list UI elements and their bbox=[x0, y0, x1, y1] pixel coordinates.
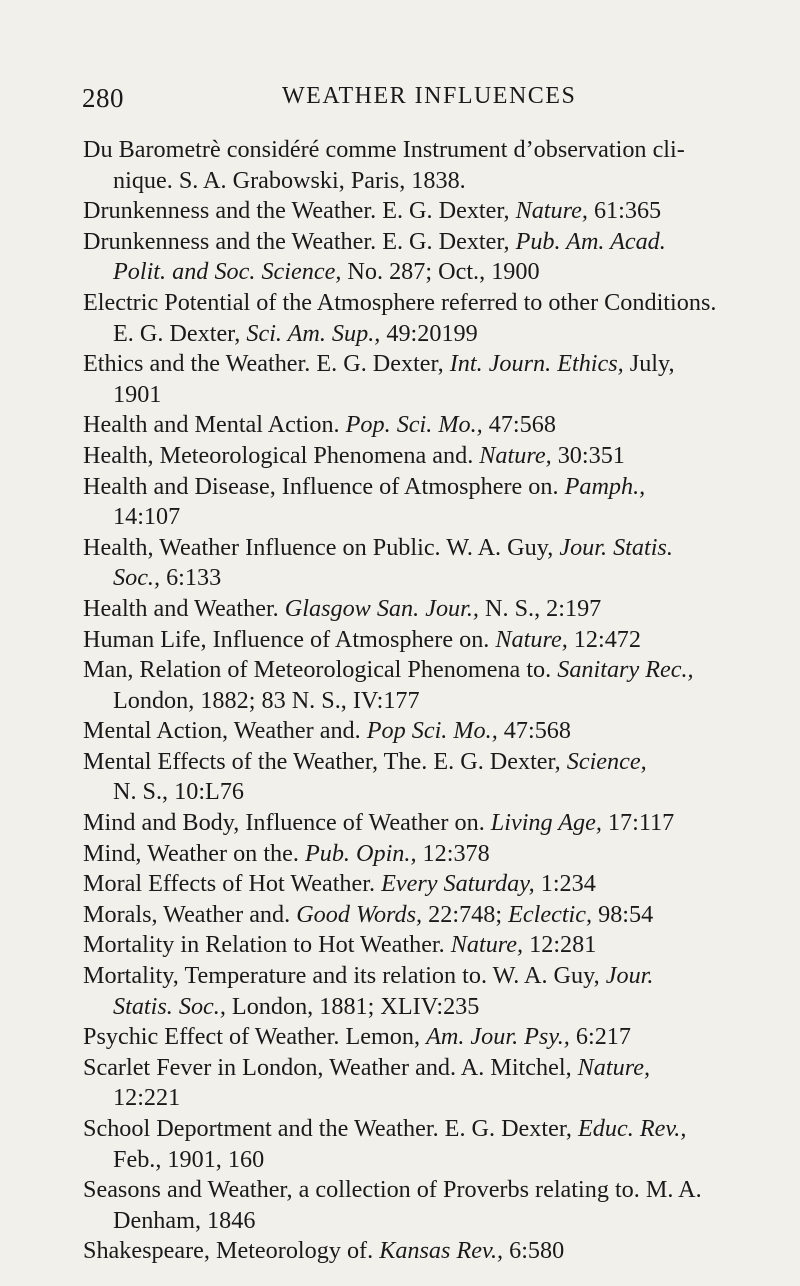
bibliography-entry bbox=[83, 930, 763, 961]
source-title: Soc., bbox=[113, 564, 161, 592]
bibliography-entry bbox=[83, 655, 763, 716]
entry-text: Health and Weather. bbox=[83, 594, 285, 622]
entry-text: Mental Effects of the Weather, The. E. G. Dexter, bbox=[83, 747, 567, 775]
source-title: Nature, bbox=[450, 931, 524, 959]
bibliography-entry bbox=[83, 135, 763, 196]
bibliography-entry bbox=[83, 1114, 763, 1175]
bibliography-entry bbox=[83, 1175, 763, 1236]
bibliography-entry bbox=[83, 533, 763, 594]
source-title: Living Age, bbox=[490, 809, 602, 837]
entry-text: School Deportment and the Weather. E. G. Dexter, bbox=[83, 1115, 579, 1142]
source-title: Pop. Sci. Mo., bbox=[345, 411, 483, 439]
entry-text: Shakespeare, Meteorology of. bbox=[83, 1237, 380, 1265]
entry-text: nique. S. A. Grabowski, Paris, 1838. bbox=[113, 166, 466, 194]
entry-text: 1:234 bbox=[534, 870, 596, 898]
source-title: Am. Jour. Psy., bbox=[426, 1023, 570, 1051]
entry-text: Mortality, Temperature and its relation to. W. A. Guy, bbox=[83, 962, 606, 990]
bibliography-entry bbox=[83, 747, 763, 808]
bibliography-list bbox=[83, 135, 763, 1267]
entry-text: 98:54 bbox=[592, 900, 654, 928]
entry-text: 47:568 bbox=[482, 411, 556, 439]
entry-text: N. S., 2:197 bbox=[478, 594, 602, 622]
entry-text: Ethics and the Weather. E. G. Dexter, bbox=[83, 350, 450, 378]
source-title: Glasgow San. Jour., bbox=[284, 594, 479, 622]
source-title: Jour. bbox=[605, 962, 654, 990]
entry-text: 6:133 bbox=[160, 564, 222, 592]
entry-text: July, bbox=[623, 350, 675, 378]
entry-text: Electric Potential of the Atmosphere referred to other Conditions. bbox=[83, 288, 717, 316]
bibliography-entry bbox=[83, 472, 763, 533]
entry-text: Drunkenness and the Weather. E. G. Dexter, bbox=[83, 197, 516, 225]
bibliography-entry bbox=[83, 196, 763, 227]
source-title: Statis. Soc., bbox=[113, 992, 226, 1020]
entry-text: 49:20199 bbox=[380, 319, 478, 347]
bibliography-entry bbox=[83, 625, 763, 656]
entry-text: Man, Relation of Meteorological Phenomena to. bbox=[83, 656, 558, 684]
entry-text: Health and Mental Action. bbox=[83, 411, 346, 439]
entry-text: Morals, Weather and. bbox=[83, 900, 297, 928]
entry-text: Mental Action, Weather and. bbox=[83, 717, 367, 745]
source-title: Pop Sci. Mo., bbox=[366, 717, 498, 745]
bibliography-entry bbox=[83, 1053, 763, 1114]
entry-text: Health, Meteorological Phenomena and. bbox=[83, 441, 480, 469]
entry-text: Health, Weather Influence on Public. W. A. Guy, bbox=[83, 533, 560, 561]
entry-text: Seasons and Weather, a collection of Proverbs relating to. M. A. bbox=[83, 1176, 702, 1204]
source-title: Pamph., bbox=[564, 472, 646, 500]
entry-text: 12:378 bbox=[416, 839, 490, 867]
entry-text: 47:568 bbox=[497, 717, 571, 745]
entry-text: 12:472 bbox=[567, 625, 641, 653]
bibliography-entry bbox=[83, 410, 763, 441]
bibliography-entry bbox=[83, 594, 763, 625]
entry-text: N. S., 10:L76 bbox=[113, 778, 245, 806]
entry-text: 14:107 bbox=[113, 503, 181, 531]
entry-text: Moral Effects of Hot Weather. bbox=[83, 870, 382, 898]
entry-text: No. 287; Oct., 1900 bbox=[341, 258, 540, 286]
source-title: Eclectic, bbox=[508, 900, 593, 928]
entry-text: 61:365 bbox=[587, 197, 662, 225]
entry-text: Feb., 1901, 160 bbox=[113, 1145, 265, 1173]
entry-text: 12:281 bbox=[523, 931, 597, 959]
bibliography-entry bbox=[83, 716, 763, 747]
page-number: 280 bbox=[82, 83, 124, 113]
source-title: Educ. Rev., bbox=[578, 1115, 687, 1142]
entry-text: 1901 bbox=[113, 380, 162, 408]
bibliography-entry bbox=[83, 839, 763, 870]
entry-text: Scarlet Fever in London, Weather and. A. Mitchel, bbox=[83, 1053, 578, 1081]
bibliography-entry bbox=[83, 288, 763, 349]
source-title: Jour. Statis. bbox=[559, 533, 673, 561]
source-title: Polit. and Soc. Science, bbox=[113, 258, 342, 286]
entry-text: Health and Disease, Influence of Atmosphere on. bbox=[83, 472, 565, 500]
bibliography-entry bbox=[83, 869, 763, 900]
entry-text: London, 1882; 83 N. S., IV:177 bbox=[113, 686, 420, 714]
entry-text: 6:580 bbox=[503, 1237, 565, 1265]
entry-text: E. G. Dexter, bbox=[113, 319, 247, 347]
source-title: Sanitary Rec., bbox=[557, 656, 694, 684]
source-title: Nature, bbox=[577, 1053, 651, 1081]
entry-text: 30:351 bbox=[551, 441, 625, 469]
entry-text: Mind and Body, Influence of Weather on. bbox=[83, 809, 491, 837]
entry-text: Denham, 1846 bbox=[113, 1206, 256, 1234]
source-title: Nature, bbox=[479, 441, 552, 469]
entry-text: Mind, Weather on the. bbox=[83, 839, 305, 867]
bibliography-entry bbox=[83, 349, 763, 410]
entry-text: Du Barometrè considéré comme Instrument d’observation cli- bbox=[83, 136, 685, 163]
source-title: Science, bbox=[566, 747, 647, 775]
source-title: Int. Journ. Ethics, bbox=[449, 350, 624, 378]
source-title: Sci. Am. Sup., bbox=[246, 319, 381, 347]
source-title: Every Saturday, bbox=[381, 870, 535, 898]
entry-text: 22:748; bbox=[422, 900, 509, 928]
bibliography-entry bbox=[83, 961, 763, 1022]
bibliography-entry bbox=[83, 1236, 763, 1267]
entry-text: 12:221 bbox=[113, 1084, 181, 1112]
page-header bbox=[82, 83, 740, 115]
bibliography-entry bbox=[83, 808, 763, 839]
source-title: Pub. Opin., bbox=[304, 839, 417, 867]
source-title: Kansas Rev., bbox=[379, 1237, 504, 1265]
entry-text: 6:217 bbox=[569, 1023, 631, 1051]
entry-text: Mortality in Relation to Hot Weather. bbox=[83, 931, 451, 959]
bibliography-entry bbox=[83, 441, 763, 472]
bibliography-entry bbox=[83, 900, 763, 931]
source-title: Nature, bbox=[515, 197, 588, 225]
source-title: Nature, bbox=[495, 625, 568, 653]
source-title: Good Words, bbox=[296, 900, 423, 928]
entry-text: London, 1881; XLIV:235 bbox=[225, 992, 480, 1020]
entry-text: Psychic Effect of Weather. Lemon, bbox=[83, 1023, 427, 1051]
source-title: Pub. Am. Acad. bbox=[515, 227, 666, 255]
running-title: WEATHER INFLUENCES bbox=[282, 83, 577, 109]
bibliography-entry bbox=[83, 227, 763, 288]
bibliography-entry bbox=[83, 1022, 763, 1053]
entry-text: Human Life, Influence of Atmosphere on. bbox=[83, 625, 496, 653]
entry-text: Drunkenness and the Weather. E. G. Dexter, bbox=[83, 227, 516, 255]
entry-text: 17:117 bbox=[601, 809, 675, 837]
